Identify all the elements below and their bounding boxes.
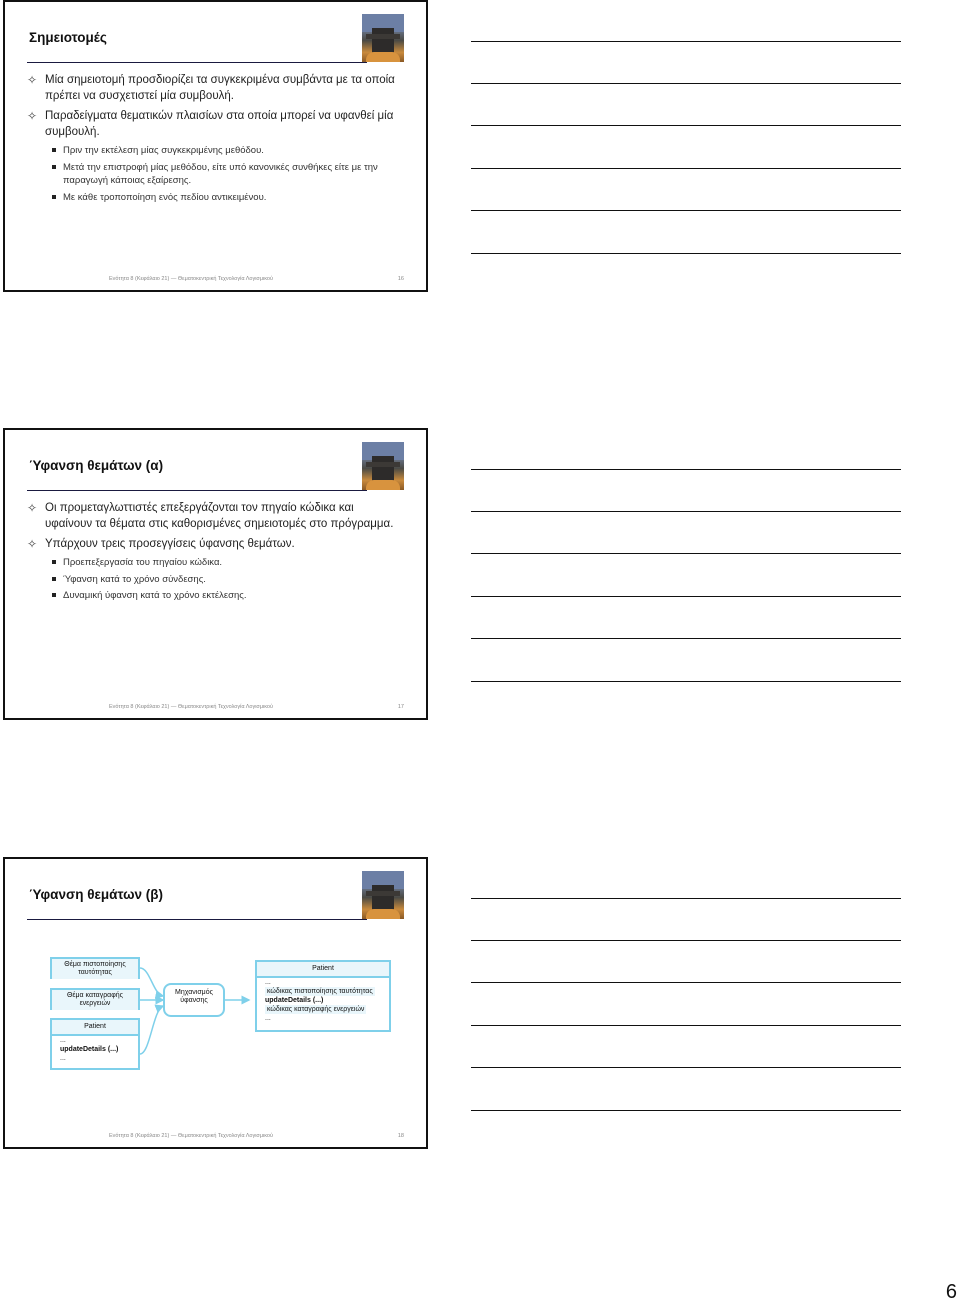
slide-thumbnail-image bbox=[362, 871, 404, 919]
sub-bullet-item: Προεπεξεργασία του πηγαίου κώδικα. bbox=[27, 556, 397, 570]
slide-footer: Ενότητα 8 (Κεφάλαιο 21) — Θεματοκεντρική Τεχνολογία Λογισμικού bbox=[109, 704, 273, 710]
square-bullet-icon bbox=[52, 195, 56, 199]
title-divider bbox=[27, 490, 367, 491]
bullet-item: ✧ Μία σημειοτομή προσδιορίζει τα συγκεκριμένα συμβάντα με τα οποία πρέπει να συσχετιστεί μία συμβουλή. bbox=[27, 73, 395, 102]
square-bullet-icon bbox=[52, 593, 56, 597]
logging-concern-box: Θέμα καταγραφής ενεργειών bbox=[50, 988, 140, 1010]
patient-left-box: Patient ... updateDetails (...) ... bbox=[50, 1018, 140, 1070]
patient-right-box: Patient ... κώδικας πιστοποίησης ταυτότητας updateDetails (...) κώδικας καταγραφής ενεργειών ... bbox=[255, 960, 391, 1032]
slide-footer: Ενότητα 8 (Κεφάλαιο 21) — Θεματοκεντρική Τεχνολογία Λογισμικού bbox=[109, 1133, 273, 1139]
notes-line bbox=[471, 681, 901, 682]
sub-bullet-item: Πριν την εκτέλεση μίας συγκεκριμένης μεθόδου. bbox=[27, 144, 397, 158]
notes-line bbox=[471, 83, 901, 84]
sub-bullet-item: Μετά την επιστροφή μίας μεθόδου, είτε υπό κανονικές συνθήκες είτε με την παραγωγή κάποιας εξαίρεσης. bbox=[27, 161, 397, 188]
notes-line bbox=[471, 1025, 901, 1026]
notes-line bbox=[471, 168, 901, 169]
slide-title: Ύφανση θεμάτων (α) bbox=[29, 458, 164, 473]
slide-number: 18 bbox=[397, 1133, 404, 1139]
weaver-box: Μηχανισμός ύφανσης bbox=[163, 983, 225, 1017]
slide-17 bbox=[3, 428, 428, 720]
slide-thumbnail-image bbox=[362, 442, 404, 490]
slide-number: 17 bbox=[397, 704, 404, 710]
bullet-list bbox=[27, 72, 397, 207]
diamond-bullet-icon: ✧ bbox=[27, 537, 38, 551]
notes-line bbox=[471, 469, 901, 470]
notes-line bbox=[471, 553, 901, 554]
slide-16 bbox=[3, 0, 428, 292]
slide-18 bbox=[3, 857, 428, 1149]
page-number: 6 bbox=[945, 1281, 957, 1303]
square-bullet-icon bbox=[52, 560, 56, 564]
notes-line bbox=[471, 253, 901, 254]
bullet-list bbox=[27, 500, 397, 606]
notes-line bbox=[471, 210, 901, 211]
slide-title: Σημειοτομές bbox=[29, 30, 107, 45]
notes-line bbox=[471, 41, 901, 42]
slide-title: Ύφανση θεμάτων (β) bbox=[29, 887, 164, 902]
notes-line bbox=[471, 638, 901, 639]
square-bullet-icon bbox=[52, 148, 56, 152]
sub-bullet-item: Δυναμική ύφανση κατά το χρόνο εκτέλεσης. bbox=[27, 589, 397, 603]
notes-line bbox=[471, 982, 901, 983]
notes-line bbox=[471, 898, 901, 899]
square-bullet-icon bbox=[52, 577, 56, 581]
notes-line bbox=[471, 596, 901, 597]
bullet-item: ✧ Οι προμεταγλωττιστές επεξεργάζονται τον πηγαίο κώδικα και υφαίνουν τα θέματα στις καθορισμένες σημειοτομές στο πρόγραμμα. bbox=[27, 501, 394, 530]
weaving-diagram bbox=[45, 954, 395, 1089]
bullet-item: ✧ Υπάρχουν τρεις προσεγγίσεις ύφανσης θεμάτων. bbox=[27, 537, 295, 551]
slide-footer: Ενότητα 8 (Κεφάλαιο 21) — Θεματοκεντρική Τεχνολογία Λογισμικού bbox=[109, 276, 273, 282]
notes-line bbox=[471, 940, 901, 941]
diamond-bullet-icon: ✧ bbox=[27, 109, 38, 123]
sub-bullet-item: Με κάθε τροποποίηση ενός πεδίου αντικειμένου. bbox=[27, 191, 397, 205]
sub-bullet-item: Ύφανση κατά το χρόνο σύνδεσης. bbox=[27, 573, 397, 587]
notes-line bbox=[471, 1067, 901, 1068]
square-bullet-icon bbox=[52, 165, 56, 169]
diamond-bullet-icon: ✧ bbox=[27, 73, 38, 87]
slide-number: 16 bbox=[397, 276, 404, 282]
notes-line bbox=[471, 511, 901, 512]
title-divider bbox=[27, 62, 367, 63]
title-divider bbox=[27, 919, 367, 920]
notes-line bbox=[471, 1110, 901, 1111]
auth-concern-box: Θέμα πιστοποίησης ταυτότητας bbox=[50, 957, 140, 979]
notes-line bbox=[471, 125, 901, 126]
slide-thumbnail-image bbox=[362, 14, 404, 62]
diamond-bullet-icon: ✧ bbox=[27, 501, 38, 515]
bullet-item: ✧ Παραδείγματα θεματικών πλαισίων στα οποία μπορεί να υφανθεί μία συμβουλή. bbox=[27, 109, 394, 138]
